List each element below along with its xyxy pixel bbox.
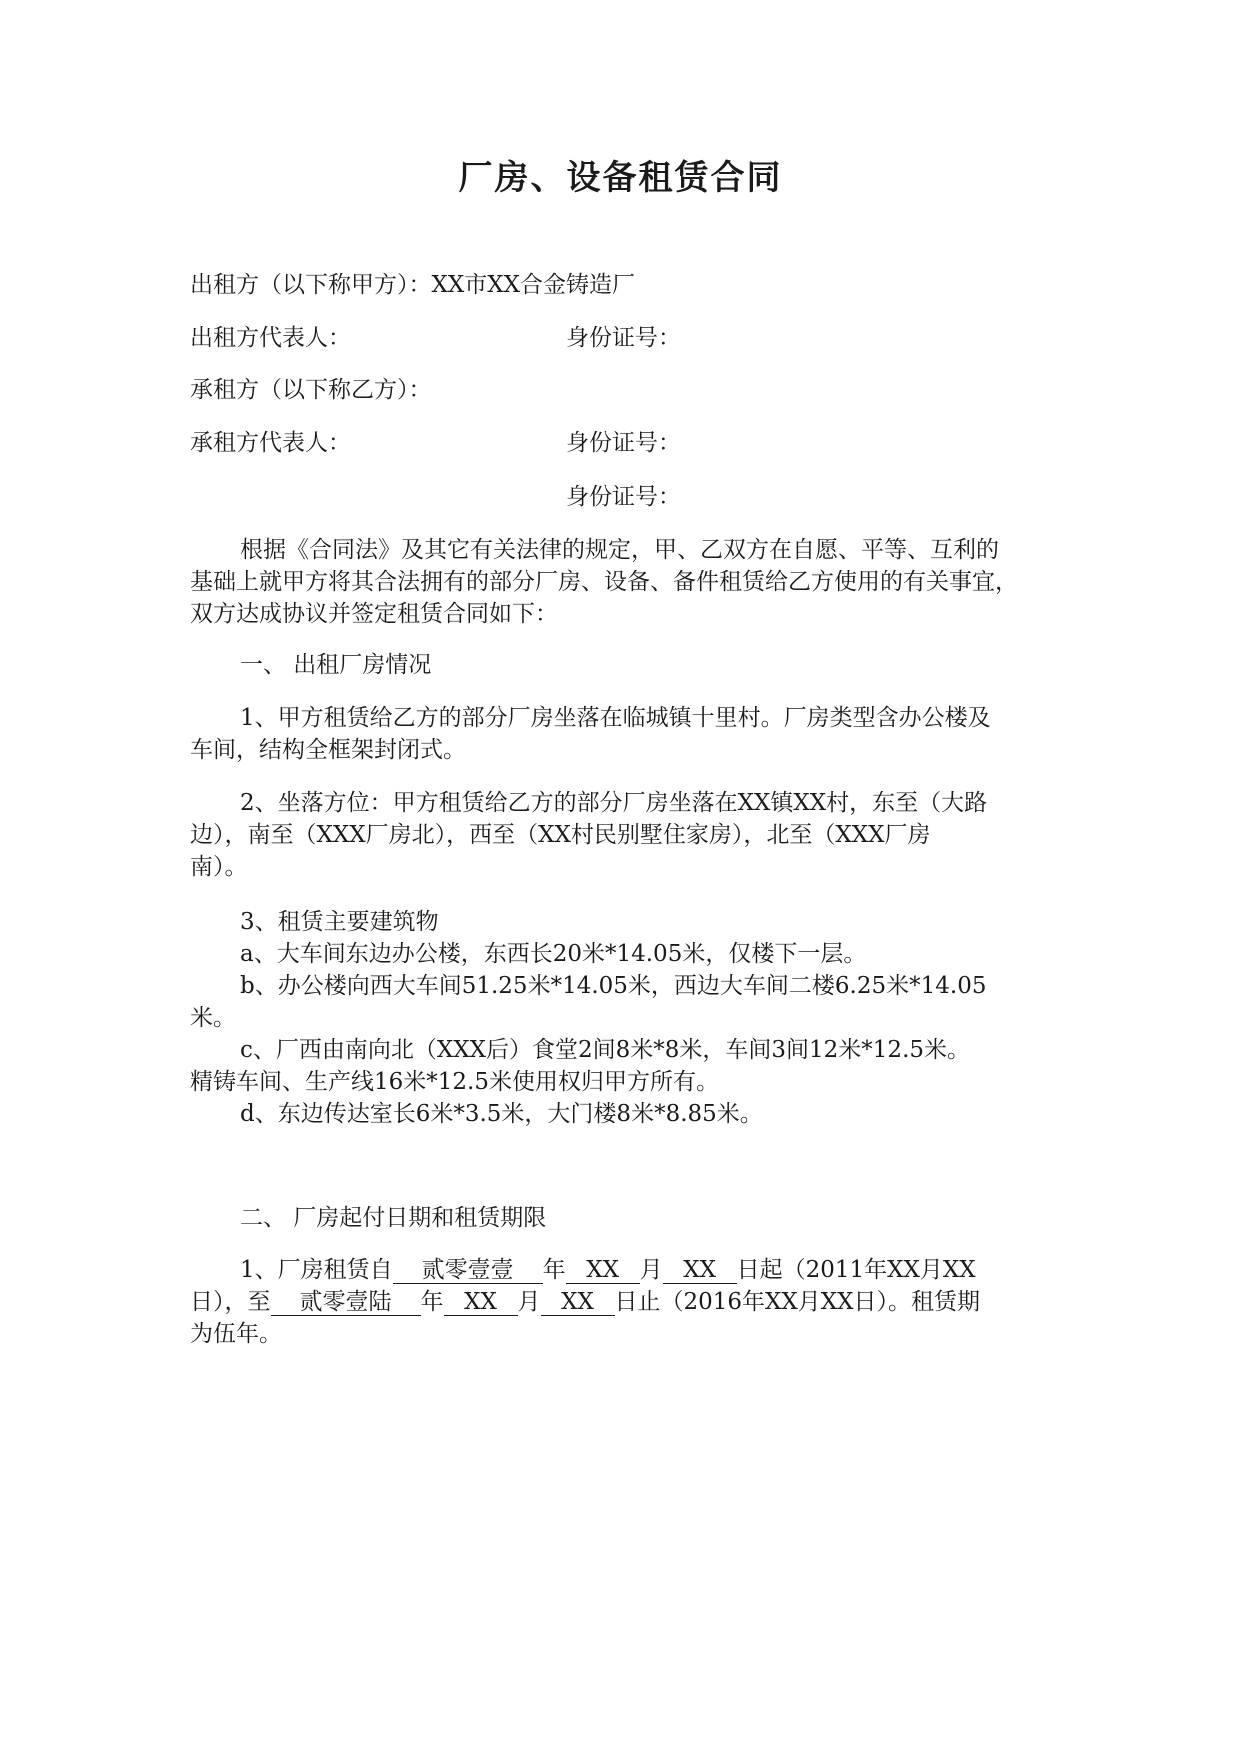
lessee-id-line: 身份证号： — [566, 430, 681, 456]
clause-2-line: 2、坐落方位：甲方租赁给乙方的部分厂房坐落在XX镇XX村，东至（大路 — [240, 790, 988, 816]
month-label: 月 — [517, 1289, 541, 1315]
start-month-field: XX — [566, 1257, 640, 1284]
start-suffix: 日起（2011年XX月XX — [736, 1257, 976, 1283]
end-day-field: XX — [541, 1289, 615, 1316]
building-item-b: b、办公楼向西大车间51.25米*14.05米，西边大车间二楼6.25米*14.05 — [240, 973, 987, 999]
year-label: 年 — [420, 1289, 444, 1315]
clause-2-line: 南）。 — [190, 854, 248, 880]
preamble-line: 根据《合同法》及其它有关法律的规定，甲、乙双方在自愿、平等、互利的 — [240, 537, 999, 563]
lessee-representative-line: 承租方代表人： — [190, 430, 351, 456]
clause-3-heading: 3、租赁主要建筑物 — [240, 909, 439, 935]
building-item-b-cont: 米。 — [190, 1005, 236, 1031]
start-year-field: 贰零壹壹 — [393, 1257, 543, 1284]
preamble-line: 基础上就甲方将其合法拥有的部分厂房、设备、备件租赁给乙方使用的有关事宜， — [190, 569, 1018, 595]
term-prefix: 1、厂房租赁自 — [240, 1257, 393, 1283]
building-item-c: c、厂西由南向北（XXX后）食堂2间8米*8米，车间3间12米*12.5米。 — [240, 1037, 971, 1063]
lessor-id-line: 身份证号： — [566, 325, 681, 351]
building-item-a: a、大车间东边办公楼，东西长20米*14.05米，仅楼下一层。 — [240, 941, 867, 967]
term-line-1 — [240, 1254, 976, 1286]
term-line-2 — [190, 1286, 980, 1318]
term-line2-prefix: 日），至 — [190, 1289, 271, 1315]
month-label: 月 — [639, 1257, 663, 1283]
building-item-c-cont: 精铸车间、生产线16米*12.5米使用权归甲方所有。 — [190, 1069, 719, 1095]
end-year-field: 贰零壹陆 — [271, 1289, 421, 1316]
lessor-line: 出租方（以下称甲方）：XX市XX合金铸造厂 — [190, 272, 635, 298]
building-item-d: d、东边传达室长6米*3.5米，大门楼8米*8.85米。 — [240, 1101, 763, 1127]
document-title: 厂房、设备租赁合同 — [458, 158, 783, 198]
term-line-3: 为伍年。 — [190, 1321, 282, 1347]
end-suffix: 日止（2016年XX月XX日）。租赁期 — [614, 1289, 981, 1315]
section-2-heading: 二、 厂房起付日期和租赁期限 — [240, 1205, 547, 1231]
start-day-field: XX — [663, 1257, 737, 1284]
year-label: 年 — [542, 1257, 566, 1283]
clause-2-line: 边），南至（XXX厂房北），西至（XX村民别墅住家房），北至（XXX厂房 — [190, 822, 931, 848]
lessor-representative-line: 出租方代表人： — [190, 325, 351, 351]
lessee-line: 承租方（以下称乙方）： — [190, 377, 432, 403]
extra-id-line: 身份证号： — [566, 484, 681, 510]
clause-1-line: 车间，结构全框架封闭式。 — [190, 737, 466, 763]
end-month-field: XX — [444, 1289, 518, 1316]
clause-1-line: 1、甲方租赁给乙方的部分厂房坐落在临城镇十里村。厂房类型含办公楼及 — [240, 705, 991, 731]
preamble-line: 双方达成协议并签定租赁合同如下： — [190, 601, 558, 627]
section-1-heading: 一、 出租厂房情况 — [240, 652, 432, 678]
